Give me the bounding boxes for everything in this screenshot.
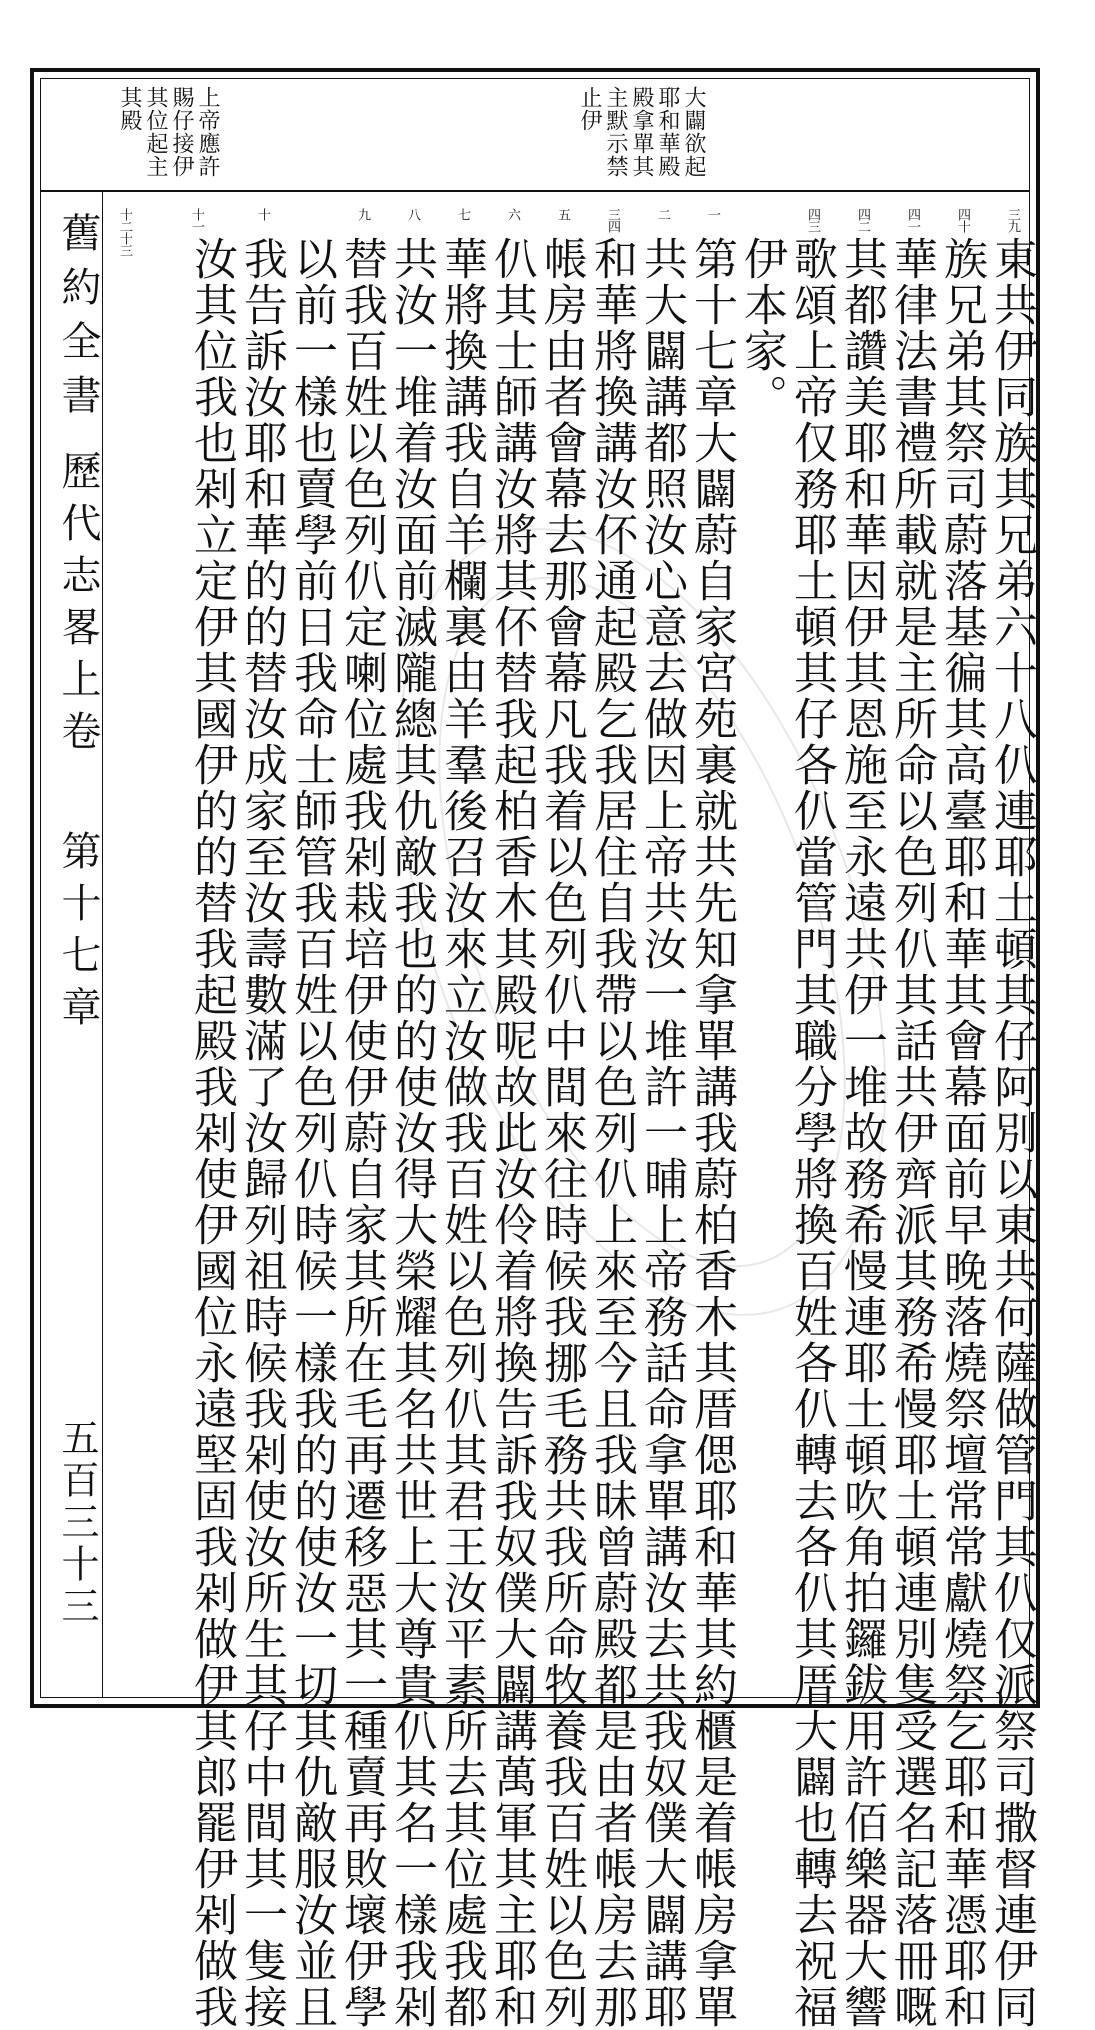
header-note-line: 殿拿單其 xyxy=(629,86,654,178)
header-note-line: 止伊 xyxy=(577,86,602,132)
text-column: 族兄弟其祭司蔚落基徧其高臺耶和華其會幕面前早晚落燒祭壇常常獻燒祭乞耶和華憑耶和 xyxy=(936,236,987,2030)
text-column: 華律法書禮所載就是主所命以色列仈其話共伊齊派其務希慢耶土頓連別隻受選名記落冊嘅 xyxy=(886,236,937,2030)
header-note-line: 賜仔接伊 xyxy=(169,86,194,178)
header-divider xyxy=(40,190,1030,192)
verse-number: 十 xyxy=(255,208,270,220)
chapter-title: 第十七章 xyxy=(55,830,101,1038)
text-column: 共大闢講都照汝心意去做因上帝共汝一堆許一晡上帝務話命拿單講汝去共我奴僕大闢講耶 xyxy=(636,236,687,2030)
verse-number: 八 xyxy=(405,208,420,220)
verse-number: 四十 xyxy=(955,208,970,232)
text-column: 東共伊同族其兄弟六十八仈連耶土頓其仔阿別以東共何薩做管門其仈仅派祭司撒督連伊同 xyxy=(986,236,1037,2030)
verse-number: 一 xyxy=(705,208,720,220)
verse-number: 十一 xyxy=(189,208,204,232)
verse-number: 二 xyxy=(655,208,670,220)
verse-number: 六 xyxy=(505,208,520,220)
text-column: 仈其士師講汝將其伓替我起柏香木其殿呢故此汝伶着將換告訴我奴僕大闢講萬軍其主耶和 xyxy=(486,236,537,2030)
text-column: 伊本家。 xyxy=(736,236,787,420)
verse-number: 三九 xyxy=(1005,208,1020,232)
header-note-line: 上帝應許 xyxy=(195,86,220,178)
verse-number: 四一 xyxy=(905,208,920,232)
text-column: 以前一樣也賣學前日我命士師管我百姓以色列仈時候一樣我的的使汝一切其仇敵服汝並且 xyxy=(286,236,337,2030)
header-note-line: 主默示禁 xyxy=(603,86,628,178)
text-column: 我告訴汝耶和華的的替汝成家至汝壽數滿了汝歸列祖時候我剁使汝所生其仔中間其一隻接 xyxy=(236,236,287,2030)
text-column: 帳房由者會幕去那會幕凡我着以色列仈中間來往時候我挪毛務共我所命牧養我百姓以色列 xyxy=(536,236,587,2030)
header-note-line: 其殿 xyxy=(117,86,142,132)
header-note-line: 其位起主 xyxy=(143,86,168,178)
text-column: 共汝一堆着汝面前滅隴總其仇敵我也的的使汝得大榮耀其名共世上大尊貴仈其名一樣我剁 xyxy=(386,236,437,2030)
verse-number: 四三 xyxy=(805,208,820,232)
verse-number: 七 xyxy=(455,208,470,220)
verse-number: 五 xyxy=(555,208,570,220)
text-column: 和華將換講汝伓通起殿乞我居住自我帶以色列仈上來至今且我昧曾蔚殿都是由者帳房去那 xyxy=(586,236,637,2030)
text-column: 其都讚美耶和華因伊其恩施至永遠共伊一堆故務希慢連耶土頓吹角拍鑼鈸用許佰樂器大響 xyxy=(836,236,887,2030)
verse-number: 九 xyxy=(355,208,370,220)
section-title: 歷代志畧上卷 xyxy=(55,450,101,762)
header-note-line: 耶和華殿 xyxy=(655,86,680,178)
page-number: 五百三十三 xyxy=(55,1418,99,1628)
book-title: 舊約全書 xyxy=(55,212,101,428)
verse-number: 四二 xyxy=(855,208,870,232)
text-column: 替我百姓以色列仈定喇位處我剁栽培伊使伊蔚自家其所在毛再遷移惡其一種賣再敗壞伊學 xyxy=(336,236,387,2030)
verse-number: 十二十三 xyxy=(117,208,132,256)
verse-number: 三四 xyxy=(605,208,620,232)
text-column: 歌頌上帝仅務耶土頓其仔各仈當管門其職分學將換百姓各仈轉去各仈其厝大闢也轉去祝福 xyxy=(786,236,837,2030)
header-note-line: 大闢欲起 xyxy=(681,86,706,178)
text-column: 汝其位我也剁立定伊其國伊的的替我起殿我剁使伊國位永遠堅固我剁做伊其郎罷伊剁做我 xyxy=(186,236,237,2030)
text-column: 華將換講我自羊欄裏由羊羣後召汝來立汝做我百姓以色列仈其君王汝平素所去其位處我都 xyxy=(436,236,487,2030)
text-column: 第十七章大闢蔚自家宮苑裏就共先知拿單講我蔚柏香木其厝偲耶和華其約櫃是着帳房拿單 xyxy=(686,236,737,2030)
